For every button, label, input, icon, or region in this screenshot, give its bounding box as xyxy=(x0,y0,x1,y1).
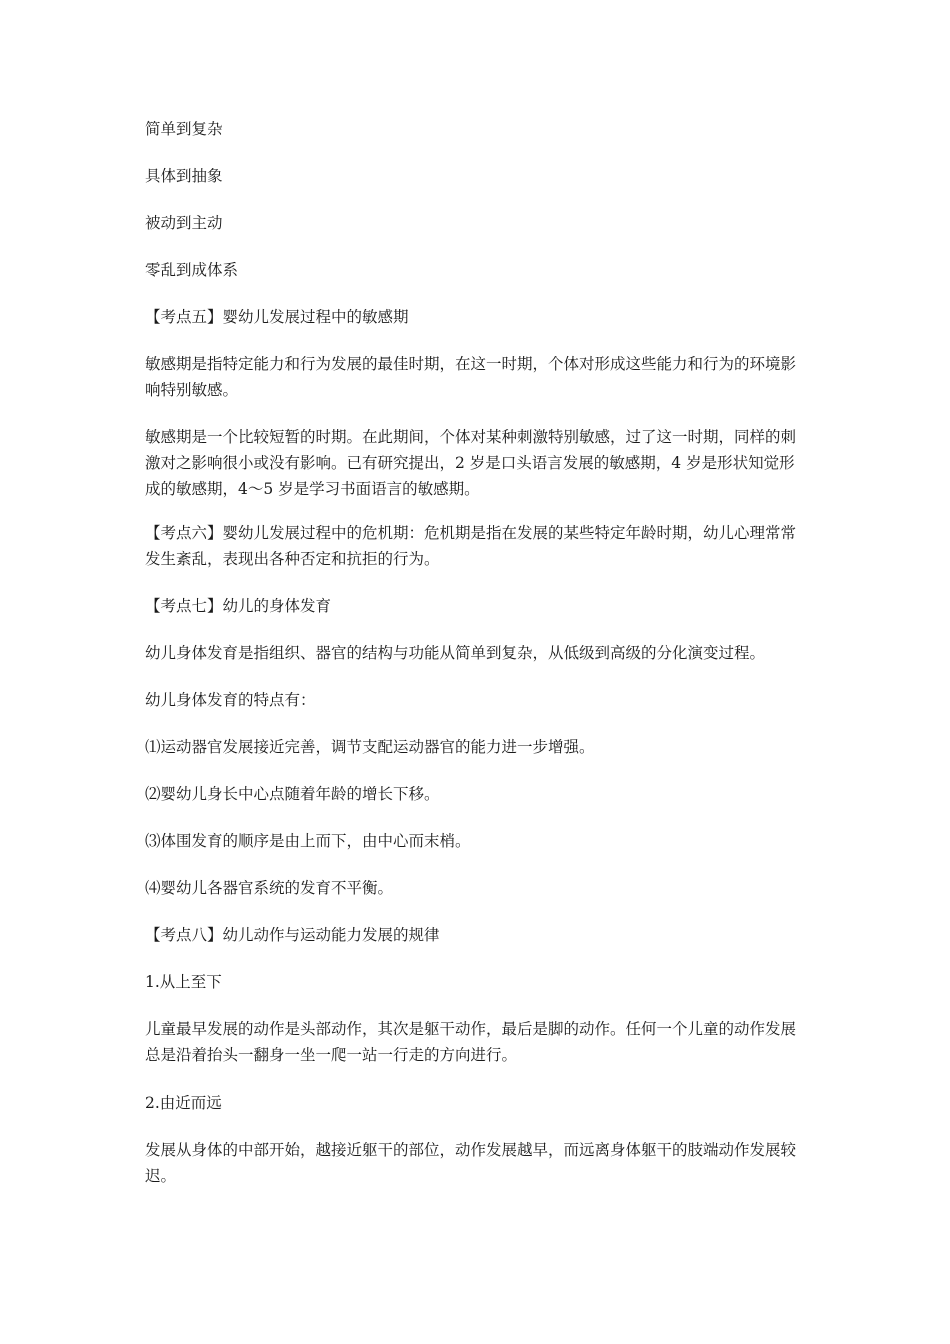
section-heading-7: 【考点七】幼儿的身体发育 xyxy=(145,597,332,615)
paragraph-4: 零乱到成体系 xyxy=(145,261,239,279)
paragraph-7: 敏感期是一个比较短暂的时期。在此期间，个体对某种刺激特别敏感，过了这一时期，同样的刺激对之影响很小或没有影响。已有研究提出，2 岁是口头语言发展的敏感期，4 岁是形状知觉形成的敏感期，4～5 岁是学习书面语言的敏感期。 xyxy=(145,428,797,498)
subheading-2: 2.由近而远 xyxy=(145,1094,222,1112)
paragraph-1: 简单到复杂 xyxy=(145,120,223,138)
list-item-4: ⑷婴幼儿各器官系统的发育不平衡。 xyxy=(145,879,394,897)
subheading-1: 1.从上至下 xyxy=(145,973,222,991)
paragraph-11: 幼儿身体发育的特点有： xyxy=(145,691,316,709)
paragraph-20: 发展从身体的中部开始，越接近躯干的部位，动作发展越早，而远离身体躯干的肢端动作发展较迟。 xyxy=(145,1141,797,1185)
section-heading-5: 【考点五】婴幼儿发展过程中的敏感期 xyxy=(145,308,409,326)
section-heading-6: 【考点六】婴幼儿发展过程中的危机期：危机期是指在发展的某些特定年龄时期，幼儿心理常常发生紊乱，表现出各种否定和抗拒的行为。 xyxy=(145,524,797,568)
list-item-2: ⑵婴幼儿身长中心点随着年龄的增长下移。 xyxy=(145,785,440,803)
section-heading-8: 【考点八】幼儿动作与运动能力发展的规律 xyxy=(145,926,440,944)
paragraph-18: 儿童最早发展的动作是头部动作，其次是躯干动作，最后是脚的动作。任何一个儿童的动作发展总是沿着抬头一翻身一坐一爬一站一行走的方向进行。 xyxy=(145,1020,797,1064)
list-item-3: ⑶体围发育的顺序是由上而下，由中心而末梢。 xyxy=(145,832,471,850)
list-item-1: ⑴运动器官发展接近完善，调节支配运动器官的能力进一步增强。 xyxy=(145,738,595,756)
paragraph-10: 幼儿身体发育是指组织、器官的结构与功能从简单到复杂，从低级到高级的分化演变过程。 xyxy=(145,644,766,662)
paragraph-2: 具体到抽象 xyxy=(145,167,223,185)
paragraph-6: 敏感期是指特定能力和行为发展的最佳时期，在这一时期，个体对形成这些能力和行为的环境影响特别敏感。 xyxy=(145,355,797,399)
paragraph-3: 被动到主动 xyxy=(145,214,223,232)
